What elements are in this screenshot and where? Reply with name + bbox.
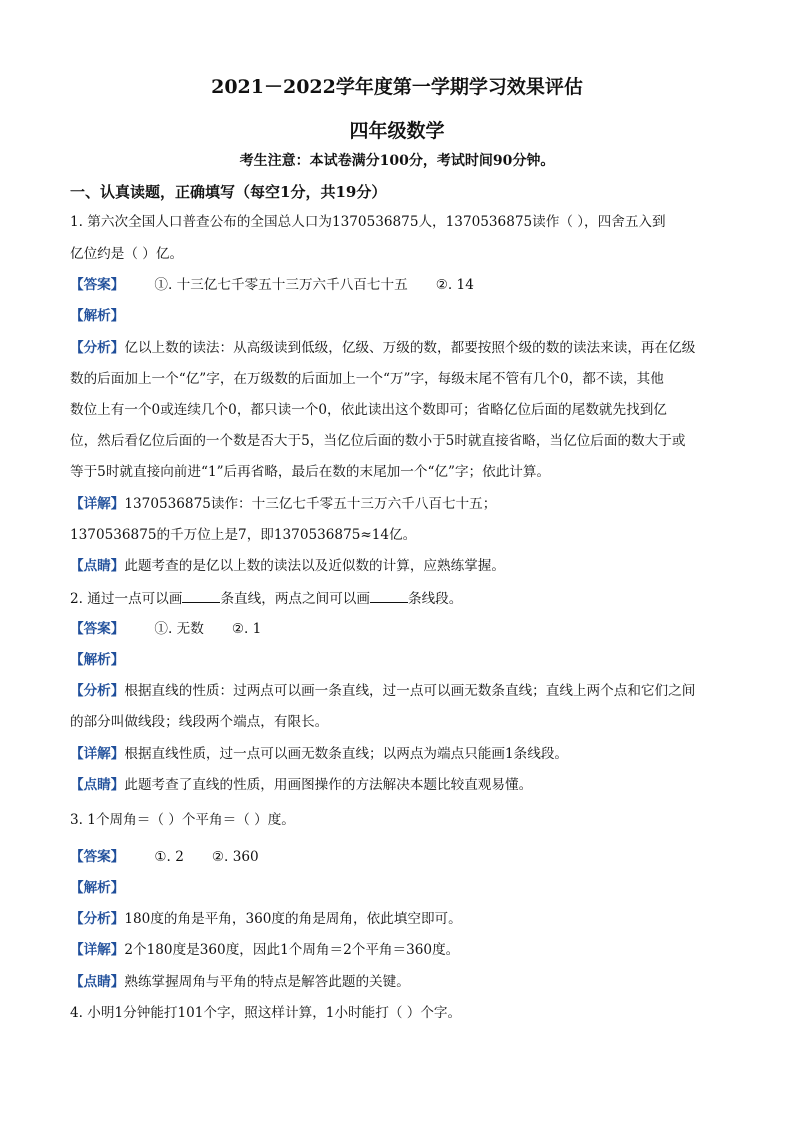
- answer-tag: 【答案】: [70, 277, 125, 293]
- q3-text: 3. 1个周角＝（ ）个平角＝（ ）度。: [70, 812, 295, 828]
- exam-subtitle: 四年级数学: [349, 120, 445, 142]
- q1-analysis-tag: [70, 306, 730, 326]
- fenxi-tag: 【分析】: [70, 340, 125, 356]
- q1-answer-1: ①. 十三亿七千零五十三万六千八百七十五: [154, 277, 408, 293]
- analysis-tag: 【解析】: [70, 652, 125, 668]
- q3-fenxi-1: [70, 909, 730, 929]
- q1-detail-2: 1370536875的千万位上是7，即1370536875≈14亿。: [70, 527, 417, 543]
- q2-text: [70, 588, 730, 609]
- answer-tag: 【答案】: [70, 849, 125, 865]
- q1-fenxi-text-1: 亿以上数的读法：从高级读到低级，亿级、万级的数，都要按照个级的数的读法来读，再在亿级: [124, 340, 696, 356]
- q3-answer-1: ①. 2: [154, 849, 184, 865]
- detail-tag: 【详解】: [70, 496, 125, 512]
- q2-comment-text: 此题考查了直线的性质，用画图操作的方法解决本题比较直观易懂。: [124, 777, 533, 793]
- q4-text: 4. 小明1分钟能打101个字，照这样计算，1小时能打（ ）个字。: [70, 1005, 462, 1021]
- q1-comment: [70, 556, 730, 576]
- q2-detail-1: [70, 744, 730, 764]
- q1-fenxi-3: 数位上有一个0或连续几个0，都只读一个0，依此读出这个数即可；省略亿位后面的尾数就先找到亿: [70, 402, 667, 418]
- detail-tag: 【详解】: [70, 746, 125, 762]
- analysis-tag: 【解析】: [70, 308, 125, 324]
- q3-comment-text: 熟练掌握周角与平角的特点是解答此题的关键。: [124, 974, 410, 990]
- q2-fenxi-1: [70, 681, 730, 701]
- q2-answer-2: ②. 1: [231, 621, 262, 637]
- q1-text-line2: 亿位约是（ ）亿。: [70, 246, 184, 262]
- q1-answer: [70, 275, 730, 295]
- q1-fenxi-1: [70, 338, 730, 358]
- q2-answer-1: ①. 无数: [154, 621, 204, 637]
- exam-notice: 考生注意：本试卷满分100分，考试时间90分钟。: [239, 153, 555, 169]
- q2-analysis-tag: [70, 650, 730, 670]
- answer-tag: 【答案】: [70, 621, 125, 637]
- q3-comment: [70, 972, 730, 992]
- q2-text-b: 条直线，两点之间可以画: [220, 591, 370, 607]
- q3-answer: [70, 847, 730, 867]
- q2-detail-text-1: 根据直线性质，过一点可以画无数条直线；以两点为端点只能画1条线段。: [124, 746, 569, 762]
- comment-tag: 【点睛】: [70, 558, 125, 574]
- q2-text-a: 2. 通过一点可以画: [70, 591, 183, 607]
- q1-comment-text: 此题考查的是亿以上数的读法以及近似数的计算，应熟练掌握。: [124, 558, 505, 574]
- q3-analysis-tag: [70, 878, 730, 898]
- q2-comment: [70, 775, 730, 795]
- comment-tag: 【点睛】: [70, 974, 125, 990]
- q1-text-line1: 1. 第六次全国人口普查公布的全国总人口为1370536875人，1370536875读作（ ），四舍五入到: [70, 214, 666, 230]
- fenxi-tag: 【分析】: [70, 911, 125, 927]
- section-heading: 一、认真读题，正确填写（每空1分，共19分）: [70, 183, 387, 201]
- q1-detail-1: [70, 494, 730, 514]
- q1-answer-2: ②. 14: [435, 277, 474, 293]
- q1-detail-text-1: 1370536875读作：十三亿七千零五十三万六千八百七十五；: [124, 496, 497, 512]
- q2-fenxi-text-1: 根据直线的性质：过两点可以画一条直线，过一点可以画无数条直线；直线上两个点和它们之间: [124, 683, 696, 699]
- q3-detail-text-1: 2个180度是360度，因此1个周角＝2个平角＝360度。: [124, 942, 460, 958]
- fenxi-tag: 【分析】: [70, 683, 125, 699]
- q3-detail-1: [70, 940, 730, 960]
- q1-fenxi-5: 等于5时就直接向前进“1”后再省略，最后在数的末尾加一个“亿”字；依此计算。: [70, 464, 551, 480]
- exam-title: 2021－2022学年度第一学期学习效果评估: [211, 76, 583, 98]
- q1-fenxi-4: 位，然后看亿位后面的一个数是否大于5，当亿位后面的数小于5时就直接省略，当亿位后面的数大于或: [70, 433, 686, 449]
- q3-answer-2: ②. 360: [211, 849, 259, 865]
- q2-fenxi-2: 的部分叫做线段；线段两个端点，有限长。: [70, 714, 329, 730]
- comment-tag: 【点睛】: [70, 777, 125, 793]
- q2-blank-2: [370, 588, 408, 603]
- detail-tag: 【详解】: [70, 942, 125, 958]
- q1-fenxi-2: 数的后面加上一个“亿”字，在万级数的后面加上一个“万”字，每级末尾不管有几个0，都不读，其他: [70, 371, 664, 387]
- q2-text-c: 条线段。: [407, 591, 463, 607]
- q2-blank-1: [182, 588, 220, 603]
- q3-fenxi-text-1: 180度的角是平角，360度的角是周角，依此填空即可。: [124, 911, 462, 927]
- q2-answer: [70, 619, 730, 639]
- analysis-tag: 【解析】: [70, 880, 125, 896]
